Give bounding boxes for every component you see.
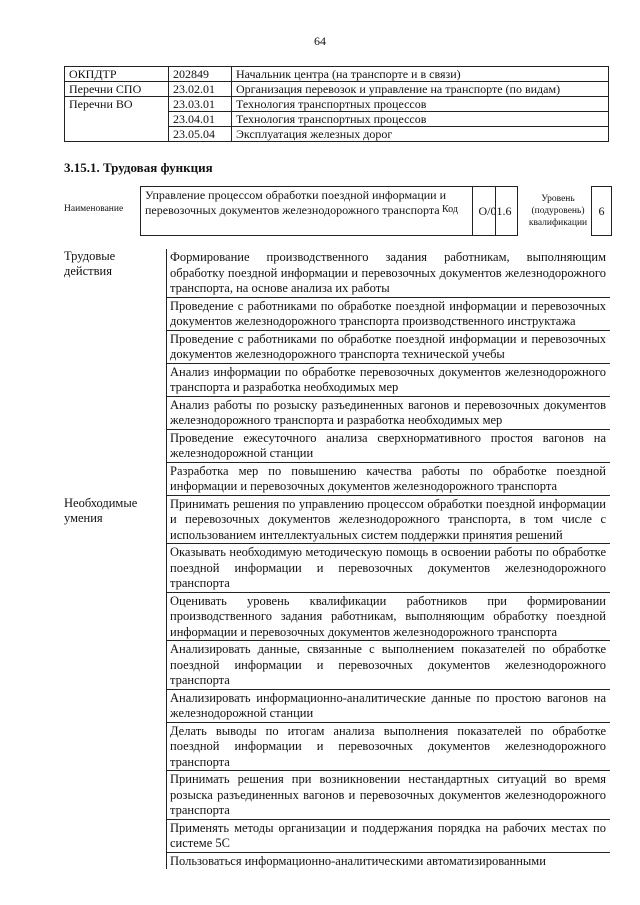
list-item: Принимать решения при возникновении нестандартных ситуаций во время розыска разъединенных вагонов и перевозочных документов железнодорожного транспорта bbox=[167, 771, 610, 820]
required-skills-group bbox=[64, 496, 610, 870]
function-level-label: Уровень (подуровень) квалификации bbox=[528, 194, 588, 228]
function-name: Управление процессом обработки поездной информации и перевозочных документов железнодорожного транспорта bbox=[140, 186, 496, 236]
codes-code: 202849 bbox=[169, 67, 232, 82]
list-item: Анализировать данные, связанные с выполнением показателей по обработке поездной информации и перевозочных документов железнодорожного транспорта bbox=[167, 641, 610, 690]
codes-table bbox=[64, 66, 609, 142]
function-header bbox=[64, 186, 612, 240]
table-row bbox=[65, 82, 609, 97]
list-item: Проведение с работниками по обработке поездной информации и перевозочных документов железнодорожного транспорта технической учебы bbox=[167, 331, 610, 364]
function-name-label: Наименование bbox=[64, 204, 124, 214]
section-title: 3.15.1. Трудовая функция bbox=[64, 160, 213, 175]
codes-label: ОКПДТР bbox=[65, 67, 169, 82]
list-item: Применять методы организации и поддержания порядка на рабочих местах по системе 5С bbox=[167, 820, 610, 853]
list-item: Анализ информации по обработке перевозочных документов железнодорожного транспорта и разработка необходимых мер bbox=[167, 364, 610, 397]
codes-label: Перечни ВО bbox=[65, 97, 169, 142]
labor-actions-group bbox=[64, 249, 610, 496]
function-code: О/01.6 bbox=[472, 186, 518, 236]
function-code-label: Код bbox=[442, 204, 458, 215]
codes-label: Перечни СПО bbox=[65, 82, 169, 97]
list-item: Анализировать информационно-аналитические данные по простою вагонов на железнодорожной станции bbox=[167, 690, 610, 723]
codes-code: 23.03.01 bbox=[169, 97, 232, 112]
function-level: 6 bbox=[591, 186, 612, 236]
codes-name: Организация перевозок и управление на транспорте (по видам) bbox=[232, 82, 609, 97]
page-number: 64 bbox=[314, 34, 326, 48]
codes-code: 23.02.01 bbox=[169, 82, 232, 97]
table-row bbox=[65, 67, 609, 82]
codes-name: Начальник центра (на транспорте и в связи) bbox=[232, 67, 609, 82]
required-skills-label: Необходимые умения bbox=[64, 495, 138, 525]
codes-name: Эксплуатация железных дорог bbox=[232, 127, 609, 142]
list-item: Проведение с работниками по обработке поездной информации и перевозочных документов железнодорожного транспорта производственного инструктажа bbox=[167, 298, 610, 331]
codes-name: Технология транспортных процессов bbox=[232, 112, 609, 127]
list-item: Формирование производственного задания работникам, выполняющим обработку поездной информации и перевозочных документов железнодорожного транспорта, на основе анализа их работы bbox=[167, 249, 610, 298]
function-details bbox=[64, 249, 610, 869]
list-item: Оказывать необходимую методическую помощь в освоении работы по обработке поездной информации и перевозочных документов железнодорожного транспорта bbox=[167, 544, 610, 593]
list-item: Пользоваться информационно-аналитическими автоматизированными bbox=[170, 853, 546, 868]
list-item: Принимать решения по управлению процессом обработки поездной информации и перевозочных документов железнодорожного транспорта, в том числе с использованием интеллектуальных систем поддержки принятия решений bbox=[167, 496, 610, 545]
list-item: Анализ работы по розыску разъединенных вагонов и перевозочных документов железнодорожного транспорта и разработка необходимых мер bbox=[167, 397, 610, 430]
codes-code: 23.05.04 bbox=[169, 127, 232, 142]
labor-actions-label: Трудовые действия bbox=[64, 249, 116, 278]
table-row bbox=[65, 97, 609, 112]
list-item: Проведение ежесуточного анализа сверхнормативного простоя вагонов на железнодорожной станции bbox=[167, 430, 610, 463]
list-item: Оценивать уровень квалификации работников при формировании производственного задания работникам, выполняющим обработку поездной информации и перевозочных документов железнодорожного транспорта bbox=[167, 593, 610, 642]
list-item: Делать выводы по итогам анализа выполнения показателей по обработке поездной информации и перевозочных документов железнодорожного транспорта bbox=[167, 723, 610, 772]
list-item: Разработка мер по повышению качества работы по обработке поездной информации и перевозочных документов железнодорожного транспорта bbox=[167, 463, 610, 496]
codes-code: 23.04.01 bbox=[169, 112, 232, 127]
codes-name: Технология транспортных процессов bbox=[232, 97, 609, 112]
